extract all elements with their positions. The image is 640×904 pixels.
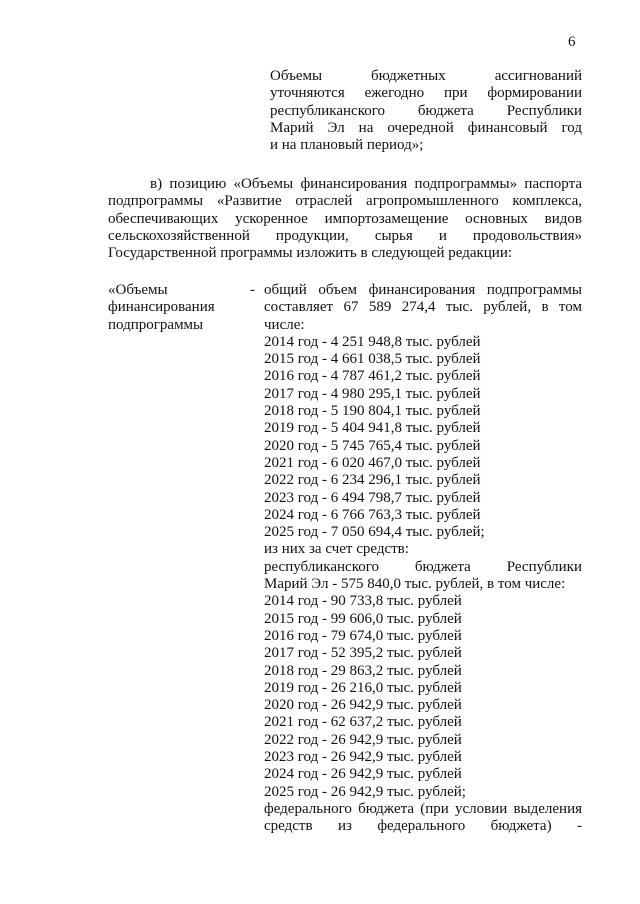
text-line: обеспечивающих ускоренное импортозамещение основных видов [108,210,582,227]
label-line: «Объемы [108,282,168,298]
year-amount-row: 2023 год - 6 494 798,7 тыс. рублей [264,489,481,506]
year-amount-row: 2019 год - 26 216,0 тыс. рублей [264,679,462,696]
year-amount-row: 2018 год - 5 190 804,1 тыс. рублей [264,403,481,420]
label-line: финансирования [108,299,215,316]
year-amount-row: 2014 год - 4 251 948,8 тыс. рублей [264,333,481,350]
year-amount-row: 2021 год - 62 637,2 тыс. рублей [264,714,462,731]
year-amount-row: 2024 год - 6 766 763,3 тыс. рублей [264,506,481,523]
text-line: республиканского бюджета Республики [270,102,582,119]
text-line: Марий Эл на очередной финансовый год [270,119,582,136]
year-amount-row: 2022 год - 26 942,9 тыс. рублей [264,731,462,748]
year-amount-row: 2025 год - 7 050 694,4 тыс. рублей; [264,524,485,541]
text-line: уточняются ежегодно при формировании [270,85,582,102]
text-line: в) позицию «Объемы финансирования подпрограммы» паспорта [150,176,582,192]
total-by-year-list [264,334,582,542]
position-label [108,282,248,334]
year-amount-row: 2020 год - 5 745 765,4 тыс. рублей [264,437,481,454]
year-amount-row: 2021 год - 6 020 467,0 тыс. рублей [264,454,481,471]
label-line: подпрограммы [108,316,204,333]
text-line: средств из федерального бюджета) - [264,818,582,835]
text-line: Объемы бюджетных ассигнований [270,68,582,84]
dash-separator: - [250,282,255,298]
text-line: сельскохозяйственной продукции, сырья и продовольствия» [108,227,582,244]
funding-details [264,282,582,836]
text-line: Государственной программы изложить в следующей редакции: [108,245,513,262]
year-amount-row: 2015 год - 4 661 038,5 тыс. рублей [264,351,481,368]
budget-allocations-note [270,68,582,154]
text-line: общий объем финансирования подпрограммы [264,282,582,298]
amendment-paragraph-b [108,176,582,262]
year-amount-row: 2023 год - 26 942,9 тыс. рублей [264,749,462,766]
year-amount-row: 2020 год - 26 942,9 тыс. рублей [264,697,462,714]
year-amount-row: 2019 год - 5 404 941,8 тыс. рублей [264,420,481,437]
year-amount-row: 2015 год - 99 606,0 тыс. рублей [264,610,462,627]
text-line: федерального бюджета (при условии выделения [264,800,582,817]
text-line: из них за счет средств: [264,541,409,558]
text-line: и на плановый период»; [270,137,424,154]
republican-by-year-list [264,593,582,801]
year-amount-row: 2025 год - 26 942,9 тыс. рублей; [264,783,466,800]
text-line: подпрограммы «Развитие отраслей агропромышленного комплекса, [108,193,582,210]
year-amount-row: 2016 год - 4 787 461,2 тыс. рублей [264,368,481,385]
text-line: составляет 67 589 274,4 тыс. рублей, в том [264,299,582,316]
year-amount-row: 2014 год - 90 733,8 тыс. рублей [264,593,462,610]
page-number: 6 [568,34,576,50]
year-amount-row: 2017 год - 52 395,2 тыс. рублей [264,645,462,662]
year-amount-row: 2018 год - 29 863,2 тыс. рублей [264,662,462,679]
text-line: республиканского бюджета Республики [264,558,582,575]
text-line: числе: [264,316,305,333]
year-amount-row: 2017 год - 4 980 295,1 тыс. рублей [264,385,481,402]
year-amount-row: 2024 год - 26 942,9 тыс. рублей [264,766,462,783]
year-amount-row: 2016 год - 79 674,0 тыс. рублей [264,627,462,644]
year-amount-row: 2022 год - 6 234 296,1 тыс. рублей [264,472,481,489]
text-line: Марий Эл - 575 840,0 тыс. рублей, в том числе: [264,576,566,593]
